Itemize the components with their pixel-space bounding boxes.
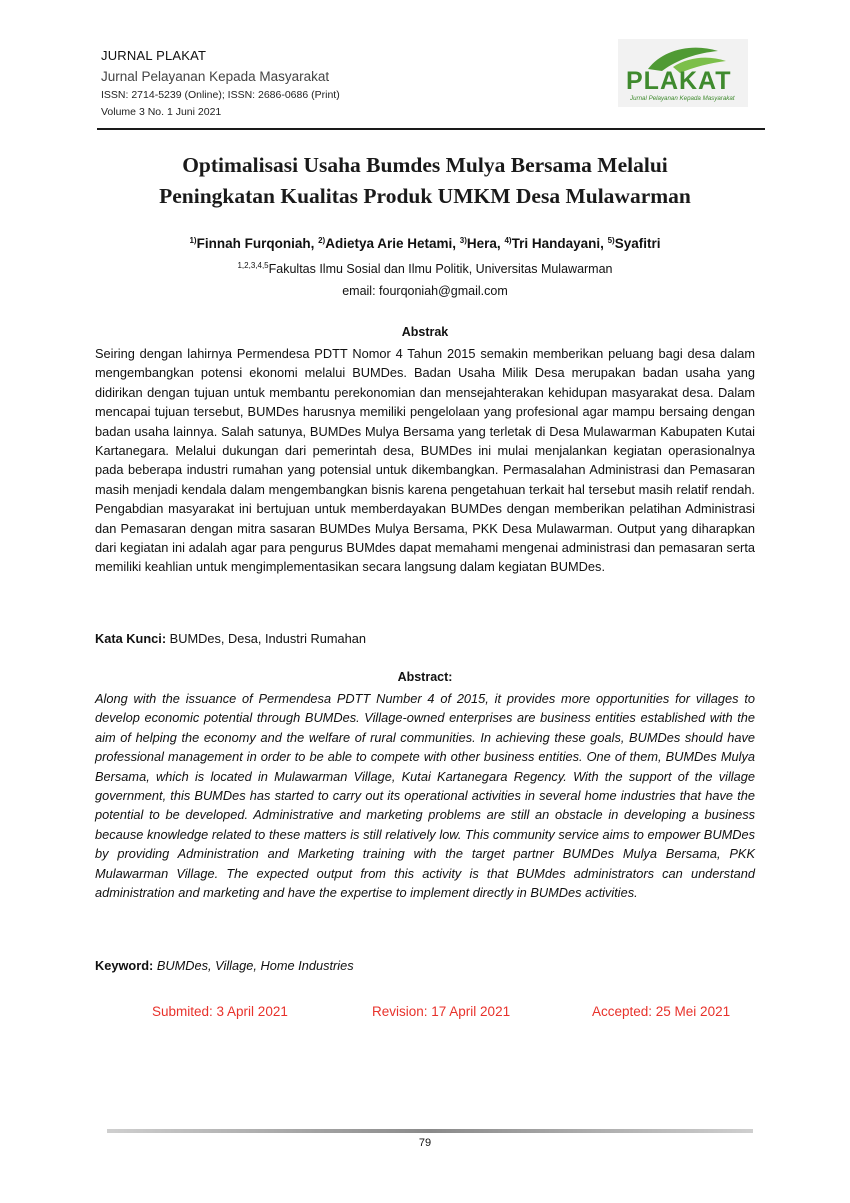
journal-subtitle: Jurnal Pelayanan Kepada Masyarakat bbox=[101, 69, 330, 84]
affiliation-sup: 1,2,3,4,5 bbox=[237, 261, 269, 270]
kata-kunci-values: BUMDes, Desa, Industri Rumahan bbox=[166, 631, 366, 646]
article-title bbox=[95, 150, 755, 212]
logo-wordmark: PLAKAT bbox=[626, 67, 732, 95]
kata-kunci bbox=[95, 631, 755, 646]
journal-issn: ISSN: 2714-5239 (Online); ISSN: 2686-0686 (Print) bbox=[101, 89, 340, 101]
journal-volume: Volume 3 No. 1 Juni 2021 bbox=[101, 106, 222, 118]
page-number: 79 bbox=[418, 1137, 432, 1149]
abstrak-text: Seiring dengan lahirnya Permendesa PDTT Nomor 4 Tahun 2015 semakin memberikan peluang bagi desa dalam mengembangkan potensi ekonomi melalui BUMDes. Badan Usaha Milik Desa merupakan badan usaha yang didirikan dengan tujuan untuk membantu perekonomian dan mensejahterakan kehidupan masyarakat desa. Dalam mencapai tujuan tersebut, BUMDes harusnya memiliki pengelolaan yang profesional agar mampu bersaing dengan badan usaha lainnya. Salah satunya, BUMDes Mulya Bersama yang terletak di Desa Mulawarman Kabupaten Kutai Kartanegara. Melalui dukungan dari pemerintah desa, BUMDes ini mulai menjalankan kegiatan operasionalnya pada beberapa industri rumahan yang potensial untuk dikembangkan. Permasalahan Administrasi dan Pemasaran masih menjadi kendala dalam mengembangkan bisnis karena pengetahuan terkait hal tersebut masih relatif rendah. Pengabdian masyarakat ini bertujuan untuk memberdayakan BUMDes dengan memberikan pelatihan Administrasi dan Pemasaran dengan mitra sasaran BUMDes Mulya Bersama, PKK Desa Mulawarman. Output yang diharapkan dari kegiatan ini adalah agar para pengurus BUMdes dapat memahami mengenai administrasi dan pemasaran serta memiliki keahlian untuk mengimplementasikan secara langsung dalam kegiatan BUMDes. bbox=[95, 346, 755, 575]
author: $^{2)}$Adietya Arie Hetami, bbox=[318, 236, 460, 251]
title-line-2: Peningkatan Kualitas Produk UMKM Desa Mulawarman bbox=[159, 184, 691, 208]
author-list bbox=[95, 236, 755, 251]
leaf-icon bbox=[618, 39, 748, 107]
revision-date: Revision: 17 April 2021 bbox=[372, 1004, 511, 1019]
author: $^{1)}$Finnah Furqoniah, bbox=[189, 236, 319, 251]
keyword-label: Keyword: bbox=[95, 958, 154, 973]
plakat-logo bbox=[618, 39, 748, 107]
abstract-heading: Abstract: bbox=[397, 670, 453, 684]
author-email: email: fourqoniah@gmail.com bbox=[342, 284, 508, 298]
submitted-date: Submited: 3 April 2021 bbox=[152, 1004, 288, 1019]
header-divider bbox=[97, 128, 765, 130]
keyword-values: BUMDes, Village, Home Industries bbox=[153, 958, 354, 973]
logo-tagline: Jurnal Pelayanan Kepada Masyarakat bbox=[630, 95, 735, 102]
abstract-text: Along with the issuance of Permendesa PDTT Number 4 of 2015, it provides more opportunities for villages to develop economic potential through BUMDes. Village-owned enterprises are business entities established with the aim of helping the economy and the welfare of rural communities. In achieving these goals, BUMDes should have professional management in order to be able to compete with other business entities. One of them, BUMDes Mulya Bersama, which is located in Mulawarman Village, Kutai Kartanegara Regency. With the support of the village government, this BUMDes has started to carry out its operational activities in several home industries that have the potential to be developed. Administrative and marketing problems are still an obstacle in developing a business because knowledge related to these matters is still relatively low. This community service aims to empower BUMDes by providing Administration and Marketing training with the target partner BUMDes Mulya Bersama, PKK Mulawarman Village. The expected output from this activity is that BUMdes administrators can understand administration and marketing and have the expertise to implement directly in BUMDes activities. bbox=[95, 691, 755, 901]
abstrak-heading: Abstrak bbox=[401, 325, 449, 339]
keyword bbox=[95, 958, 755, 973]
author: $^{3)}$Hera, bbox=[459, 236, 505, 251]
author: $^{4)}$Tri Handayani, bbox=[504, 236, 608, 251]
kata-kunci-label: Kata Kunci: bbox=[95, 631, 167, 646]
author: $^{5)}$Syafitri bbox=[607, 236, 661, 251]
journal-name: JURNAL PLAKAT bbox=[101, 48, 207, 63]
footer-divider bbox=[107, 1129, 753, 1133]
title-line-1: Optimalisasi Usaha Bumdes Mulya Bersama Melalui bbox=[182, 153, 668, 177]
accepted-date: Accepted: 25 Mei 2021 bbox=[592, 1004, 731, 1019]
affiliation: $^{1,2,3,4,5}$Fakultas Ilmu Sosial dan Ilmu Politik, Universitas Mulawarman bbox=[237, 261, 613, 276]
